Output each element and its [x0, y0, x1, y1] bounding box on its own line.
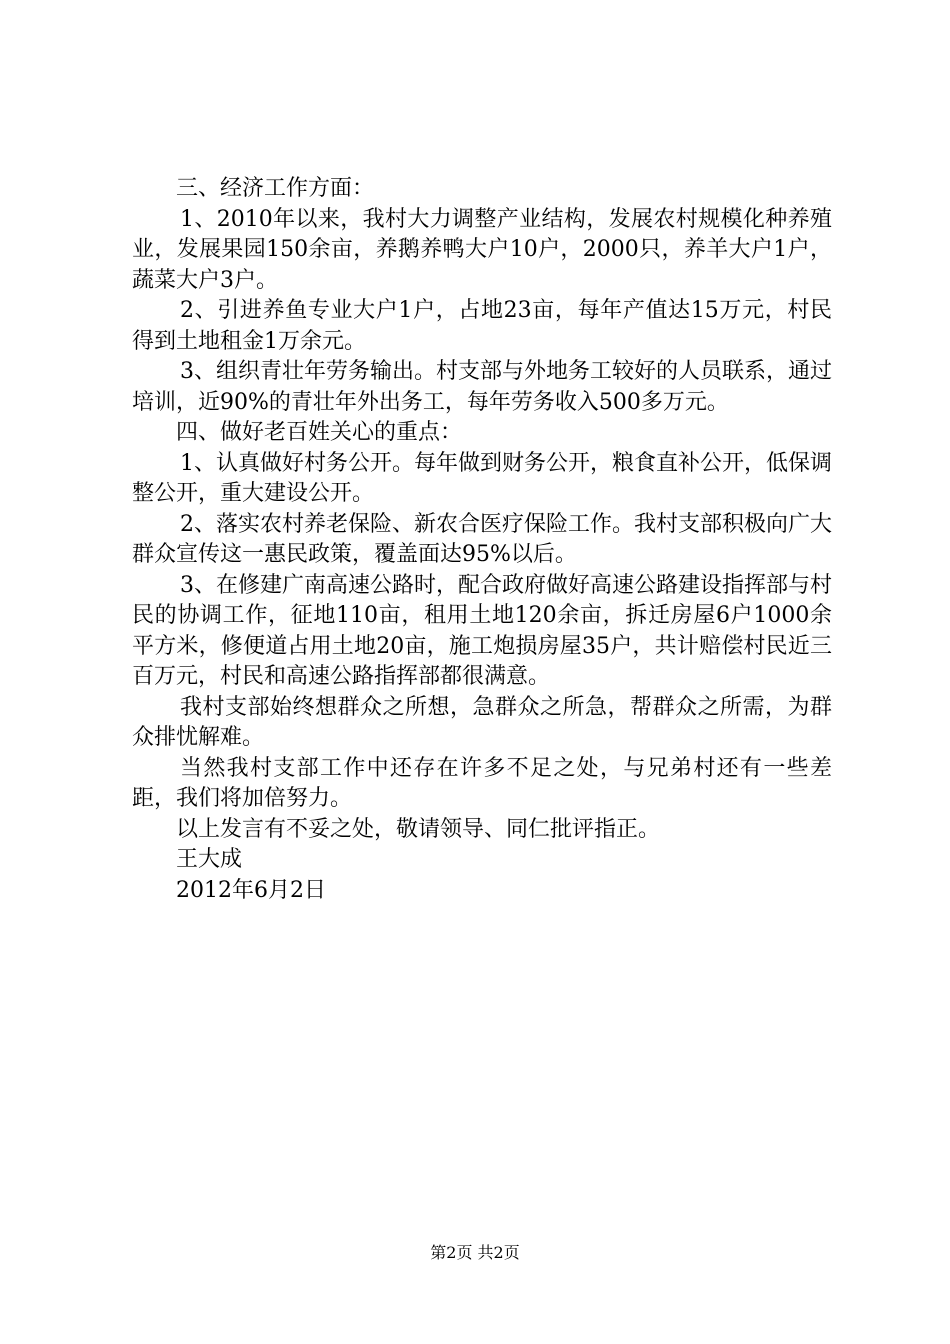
- paragraph-closing: 以上发言有不妥之处，敬请领导、同仁批评指正。: [176, 816, 661, 842]
- signature-date: 2012年6月2日: [176, 877, 326, 903]
- page-footer: 第2页 共2页: [430, 1243, 520, 1262]
- paragraph-economy-1: 1、2010年以来，我村大力调整产业结构，发展农村规模化种养殖业，发展果园150余亩，养鹅养鸭大户10户，2000只，养羊大户1户，蔬菜大户3户。: [132, 206, 832, 293]
- paragraph-economy-2: 2、引进养鱼专业大户1户，占地23亩，每年产值达15万元，村民得到土地租金1万余元。: [132, 298, 832, 354]
- paragraph-economy-3: 3、组织青壮年劳务输出。村支部与外地务工较好的人员联系，通过培训，近90%的青壮年外出务工，每年劳务收入500多万元。: [132, 359, 832, 415]
- section-heading-concerns: 四、做好老百姓关心的重点：: [176, 420, 463, 445]
- paragraph-concerns-1: 1、认真做好村务公开。每年做到财务公开，粮食直补公开，低保调整公开，重大建设公开。: [132, 450, 832, 506]
- paragraph-concerns-2: 2、落实农村养老保险、新农合医疗保险工作。我村支部积极向广大群众宣传这一惠民政策，覆盖面达95%以后。: [132, 511, 832, 567]
- paragraph-shortcomings: 当然我村支部工作中还存在许多不足之处，与兄弟村还有一些差距，我们将加倍努力。: [132, 755, 832, 811]
- paragraph-concerns-3: 3、在修建广南高速公路时，配合政府做好高速公路建设指挥部与村民的协调工作，征地110亩，租用土地120余亩，拆迁房屋6户1000余平方米，修便道占用土地20亩，施工炮损房屋35户，共计赔偿村民近三百万元，村民和高速公路指挥部都很满意。: [132, 572, 832, 689]
- signature-name: 王大成: [176, 847, 243, 872]
- paragraph-summary: 我村支部始终想群众之所想，急群众之所急，帮群众之所需，为群众排忧解难。: [132, 694, 832, 750]
- document-body: [132, 174, 832, 906]
- section-heading-economy: 三、经济工作方面：: [176, 176, 375, 201]
